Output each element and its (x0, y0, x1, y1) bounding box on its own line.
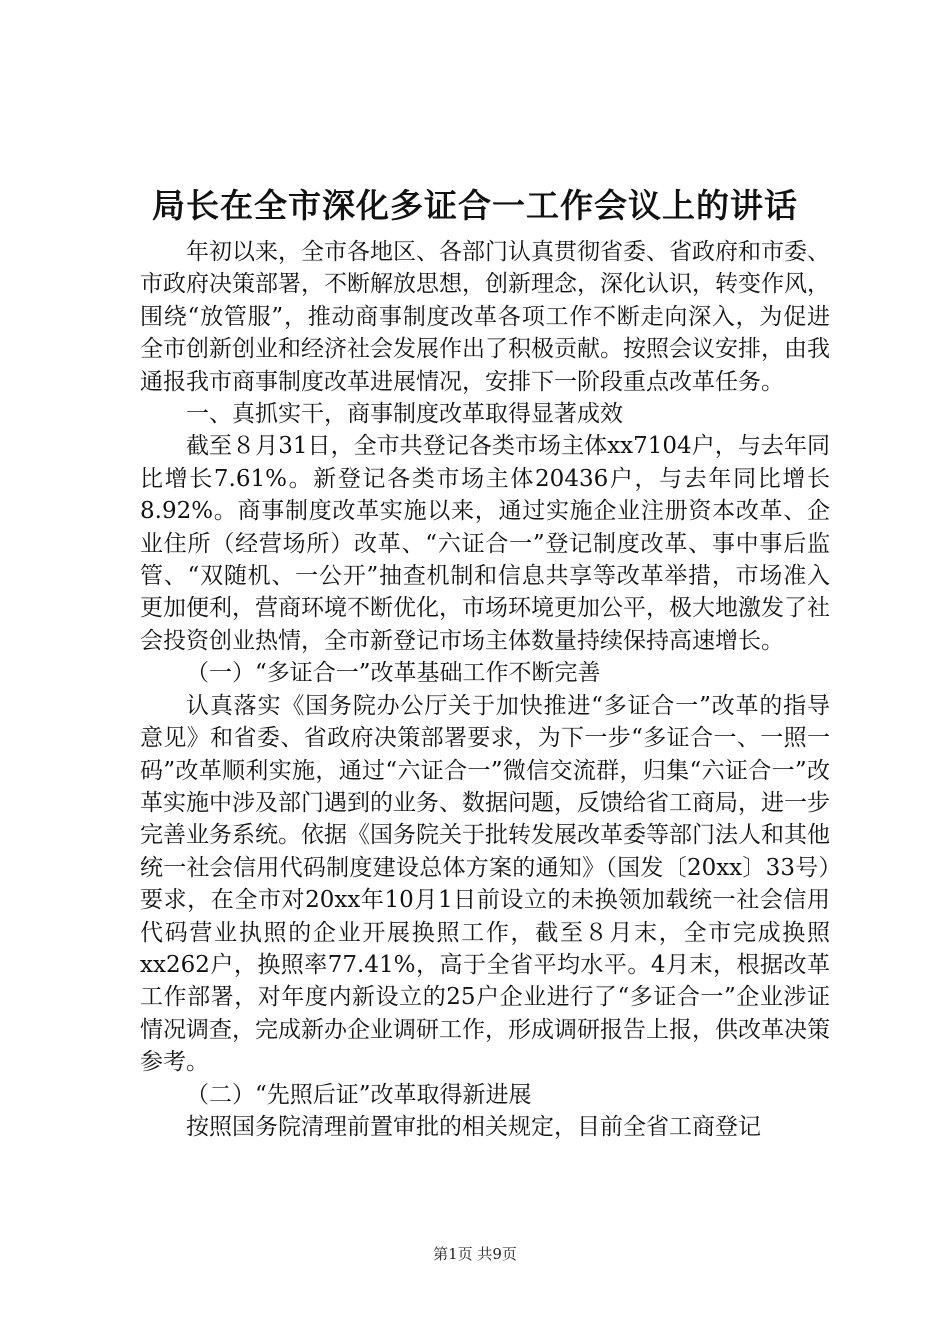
paragraph-statistics: 截至８月31日，全市共登记各类市场主体xx7104户，与去年同比增长7.61%。新登记各类市场主体20436户，与去年同比增长8.92%。商事制度改革实施以来，通过实施企业注册资本改革、企业住所（经营场所）改革、“六证合一”登记制度改革、事中事后监管、“双随机、一公开”抽查机制和信息共享等改革举措，市场准入更加便利，营商环境不断优化，市场环境更加公平，极大地激发了社会投资创业热情，全市新登记市场主体数量持续保持高速增长。 (140, 433, 830, 654)
heading-subsection-1: （一）“多证合一”改革基础工作不断完善 (186, 660, 601, 687)
document-body (140, 236, 830, 1143)
page-footer: 第1页 共9页 (433, 1245, 517, 1263)
heading-subsection-2: （二）“先照后证”改革取得新进展 (186, 1081, 532, 1108)
paragraph-intro: 年初以来，全市各地区、各部门认真贯彻省委、省政府和市委、市政府决策部署，不断解放思想，创新理念，深化认识，转变作风，围绕“放管服”，推动商事制度改革各项工作不断走向深入，为促进全市创新创业和经济社会发展作出了积极贡献。按照会议安排，由我通报我市商事制度改革进展情况，安排下一阶段重点改革任务。 (140, 239, 830, 395)
heading-section-1: 一、真抓实干，商事制度改革取得显著成效 (186, 401, 623, 428)
document-title: 局长在全市深化多证合一工作会议上的讲话 (152, 186, 798, 225)
paragraph-license-first: 按照国务院清理前置审批的相关规定，目前全省工商登记 (186, 1113, 761, 1140)
paragraph-multi-certificate: 认真落实《国务院办公厅关于加快推进“多证合一”改革的指导意见》和省委、省政府决策部署要求，为下一步“多证合一、一照一码”改革顺利实施，通过“六证合一”微信交流群，归集“六证合一”改革实施中涉及部门遇到的业务、数据问题，反馈给省工商局，进一步完善业务系统。依据《国务院关于批转发展改革委等部门法人和其他统一社会信用代码制度建设总体方案的通知》（国发〔20xx〕33号）要求，在全市对20xx年10月1日前设立的未换领加载统一社会信用代码营业执照的企业开展换照工作，截至８月末，全市完成换照xx262户，换照率77.41%，高于全省平均水平。4月末，根据改革工作部署，对年度内新设立的25户企业进行了“多证合一”企业涉证情况调查，完成新办企业调研工作，形成调研报告上报，供改革决策参考。 (140, 692, 830, 1076)
